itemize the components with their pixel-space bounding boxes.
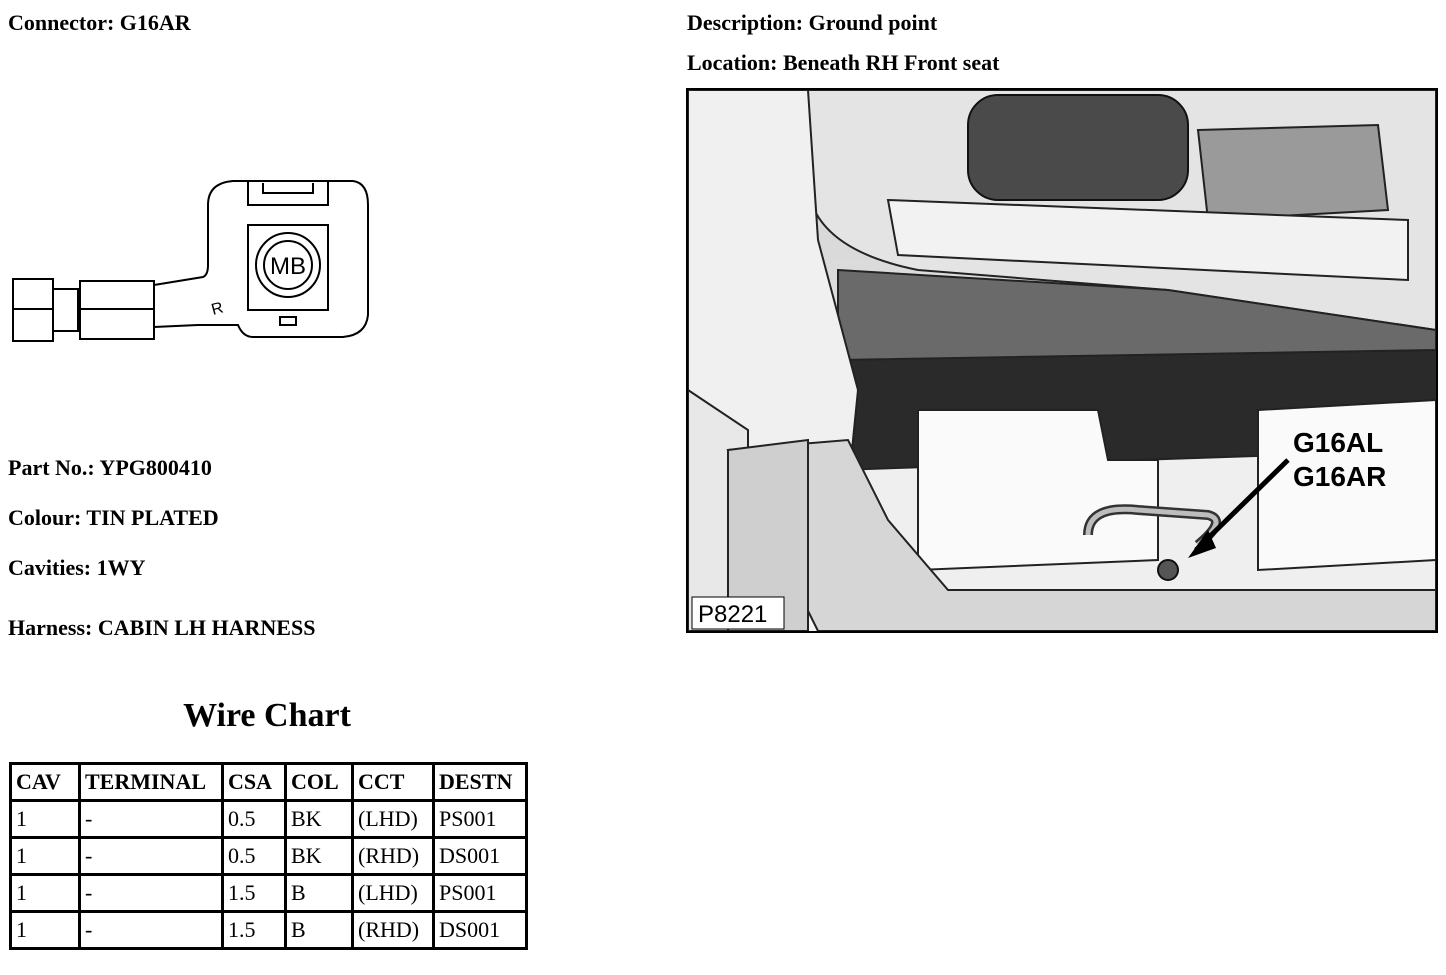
callout-label-g16ar: G16AR: [1293, 461, 1387, 492]
cell-col: B: [286, 875, 353, 912]
connector-drawing: [8, 175, 378, 345]
cell-terminal: -: [80, 801, 223, 838]
col-header-cav: CAV: [11, 764, 80, 801]
cell-col: B: [286, 912, 353, 949]
wire-chart-table: [9, 762, 528, 950]
cell-csa: 1.5: [223, 875, 286, 912]
connector-label: Connector: G16AR: [8, 10, 191, 35]
description-label: Description: Ground point: [687, 10, 938, 35]
location-photo: [686, 88, 1438, 633]
table-header-row: [11, 764, 527, 801]
cell-cav: 1: [11, 912, 80, 949]
callout-label-g16al: G16AL: [1293, 427, 1384, 458]
cell-cct: (RHD): [353, 912, 434, 949]
cell-terminal: -: [80, 838, 223, 875]
photo-caption: P8221: [698, 601, 768, 628]
drawing-side-mark: R: [209, 299, 226, 319]
cell-destn: DS001: [434, 912, 527, 949]
wire-chart-title: Wire Chart: [183, 697, 351, 734]
cell-col: BK: [286, 801, 353, 838]
cell-cct: (LHD): [353, 801, 434, 838]
connector-outline-icon: [8, 175, 378, 345]
cell-csa: 1.5: [223, 912, 286, 949]
col-header-destn: DESTN: [434, 764, 527, 801]
cell-destn: PS001: [434, 801, 527, 838]
harness: Harness: CABIN LH HARNESS: [8, 615, 316, 640]
cell-cct: (LHD): [353, 875, 434, 912]
cell-cav: 1: [11, 875, 80, 912]
col-header-cct: CCT: [353, 764, 434, 801]
cell-destn: DS001: [434, 838, 527, 875]
cell-csa: 0.5: [223, 801, 286, 838]
cavities: Cavities: 1WY: [8, 555, 146, 580]
cell-destn: PS001: [434, 875, 527, 912]
cell-cct: (RHD): [353, 838, 434, 875]
col-header-col: COL: [286, 764, 353, 801]
table-row: [11, 912, 527, 949]
part-number: Part No.: YPG800410: [8, 455, 212, 480]
drawing-center-text: MB: [270, 253, 306, 280]
cell-col: BK: [286, 838, 353, 875]
table-row: [11, 838, 527, 875]
cell-terminal: -: [80, 875, 223, 912]
table-row: [11, 875, 527, 912]
table-row: [11, 801, 527, 838]
cell-csa: 0.5: [223, 838, 286, 875]
colour: Colour: TIN PLATED: [8, 505, 219, 530]
cell-cav: 1: [11, 801, 80, 838]
location-label: Location: Beneath RH Front seat: [687, 50, 1000, 75]
col-header-terminal: TERMINAL: [80, 764, 223, 801]
cell-terminal: -: [80, 912, 223, 949]
cell-cav: 1: [11, 838, 80, 875]
col-header-csa: CSA: [223, 764, 286, 801]
